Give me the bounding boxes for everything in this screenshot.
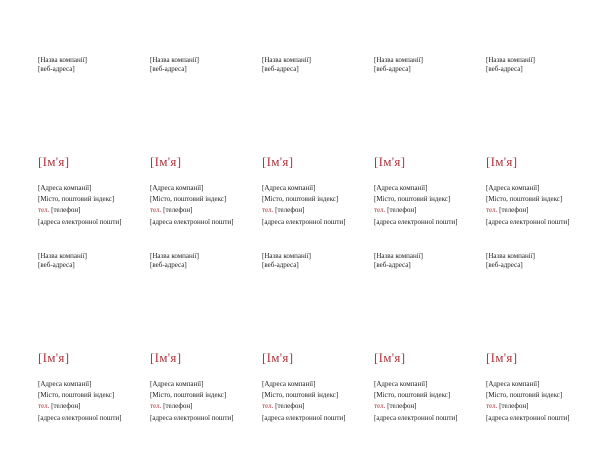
email: [адреса електронної пошти] — [262, 218, 346, 226]
company-name: [Назва компанії] — [38, 56, 87, 64]
company-address: [Адреса компанії] — [374, 184, 428, 192]
person-name: [Ім'я] — [150, 154, 182, 169]
person-name: [Ім'я] — [262, 350, 294, 365]
website: [веб-адреса] — [374, 261, 411, 269]
city-postal: [Місто, поштовий індекс] — [486, 195, 563, 203]
phone-row — [150, 402, 192, 411]
business-card — [262, 252, 362, 442]
city-postal: [Місто, поштовий індекс] — [150, 391, 227, 399]
person-name: [Ім'я] — [38, 154, 70, 169]
phone-row — [38, 402, 80, 411]
phone: [телефон] — [499, 206, 529, 214]
company-name: [Назва компанії] — [38, 252, 87, 260]
person-name: [Ім'я] — [486, 350, 518, 365]
phone-label: тел. — [262, 402, 274, 410]
phone-label: тел. — [486, 402, 498, 410]
email: [адреса електронної пошти] — [150, 414, 234, 422]
phone: [телефон] — [51, 206, 81, 214]
business-card — [38, 56, 138, 246]
person-name: [Ім'я] — [262, 154, 294, 169]
phone-label: тел. — [262, 206, 274, 214]
phone: [телефон] — [387, 206, 417, 214]
email: [адреса електронної пошти] — [150, 218, 234, 226]
phone-row — [262, 206, 304, 215]
phone: [телефон] — [51, 402, 81, 410]
phone: [телефон] — [499, 402, 529, 410]
email: [адреса електронної пошти] — [262, 414, 346, 422]
website: [веб-адреса] — [486, 261, 523, 269]
person-name: [Ім'я] — [38, 350, 70, 365]
business-card — [374, 252, 474, 442]
company-name: [Назва компанії] — [262, 252, 311, 260]
website: [веб-адреса] — [262, 261, 299, 269]
phone-row — [486, 402, 528, 411]
company-name: [Назва компанії] — [374, 56, 423, 64]
email: [адреса електронної пошти] — [486, 218, 570, 226]
phone: [телефон] — [163, 402, 193, 410]
phone: [телефон] — [275, 402, 305, 410]
business-card — [38, 252, 138, 442]
phone-label: тел. — [38, 206, 50, 214]
company-address: [Адреса компанії] — [38, 380, 92, 388]
phone: [телефон] — [163, 206, 193, 214]
company-address: [Адреса компанії] — [486, 380, 540, 388]
phone-row — [486, 206, 528, 215]
city-postal: [Місто, поштовий індекс] — [38, 391, 115, 399]
company-name: [Назва компанії] — [486, 252, 535, 260]
phone-label: тел. — [374, 402, 386, 410]
website: [веб-адреса] — [150, 65, 187, 73]
email: [адреса електронної пошти] — [374, 414, 458, 422]
phone-label: тел. — [486, 206, 498, 214]
website: [веб-адреса] — [38, 65, 75, 73]
company-address: [Адреса компанії] — [150, 380, 204, 388]
email: [адреса електронної пошти] — [486, 414, 570, 422]
person-name: [Ім'я] — [374, 154, 406, 169]
email: [адреса електронної пошти] — [374, 218, 458, 226]
business-card — [486, 252, 586, 442]
phone-row — [150, 206, 192, 215]
phone-label: тел. — [150, 206, 162, 214]
website: [веб-адреса] — [486, 65, 523, 73]
company-address: [Адреса компанії] — [38, 184, 92, 192]
phone-row — [374, 206, 416, 215]
business-card — [262, 56, 362, 246]
business-card — [150, 252, 250, 442]
company-address: [Адреса компанії] — [150, 184, 204, 192]
company-name: [Назва компанії] — [150, 252, 199, 260]
website: [веб-адреса] — [150, 261, 187, 269]
business-card — [150, 56, 250, 246]
company-address: [Адреса компанії] — [374, 380, 428, 388]
phone-label: тел. — [150, 402, 162, 410]
email: [адреса електронної пошти] — [38, 414, 122, 422]
phone: [телефон] — [387, 402, 417, 410]
person-name: [Ім'я] — [374, 350, 406, 365]
company-address: [Адреса компанії] — [262, 380, 316, 388]
phone-row — [262, 402, 304, 411]
city-postal: [Місто, поштовий індекс] — [262, 391, 339, 399]
phone: [телефон] — [275, 206, 305, 214]
city-postal: [Місто, поштовий індекс] — [374, 391, 451, 399]
website: [веб-адреса] — [374, 65, 411, 73]
city-postal: [Місто, поштовий індекс] — [486, 391, 563, 399]
company-address: [Адреса компанії] — [262, 184, 316, 192]
company-name: [Назва компанії] — [486, 56, 535, 64]
city-postal: [Місто, поштовий індекс] — [38, 195, 115, 203]
company-name: [Назва компанії] — [374, 252, 423, 260]
phone-row — [374, 402, 416, 411]
business-card — [374, 56, 474, 246]
city-postal: [Місто, поштовий індекс] — [374, 195, 451, 203]
company-name: [Назва компанії] — [262, 56, 311, 64]
email: [адреса електронної пошти] — [38, 218, 122, 226]
city-postal: [Місто, поштовий індекс] — [262, 195, 339, 203]
company-name: [Назва компанії] — [150, 56, 199, 64]
company-address: [Адреса компанії] — [486, 184, 540, 192]
phone-row — [38, 206, 80, 215]
phone-label: тел. — [38, 402, 50, 410]
website: [веб-адреса] — [38, 261, 75, 269]
person-name: [Ім'я] — [486, 154, 518, 169]
business-card — [486, 56, 586, 246]
person-name: [Ім'я] — [150, 350, 182, 365]
city-postal: [Місто, поштовий індекс] — [150, 195, 227, 203]
phone-label: тел. — [374, 206, 386, 214]
website: [веб-адреса] — [262, 65, 299, 73]
